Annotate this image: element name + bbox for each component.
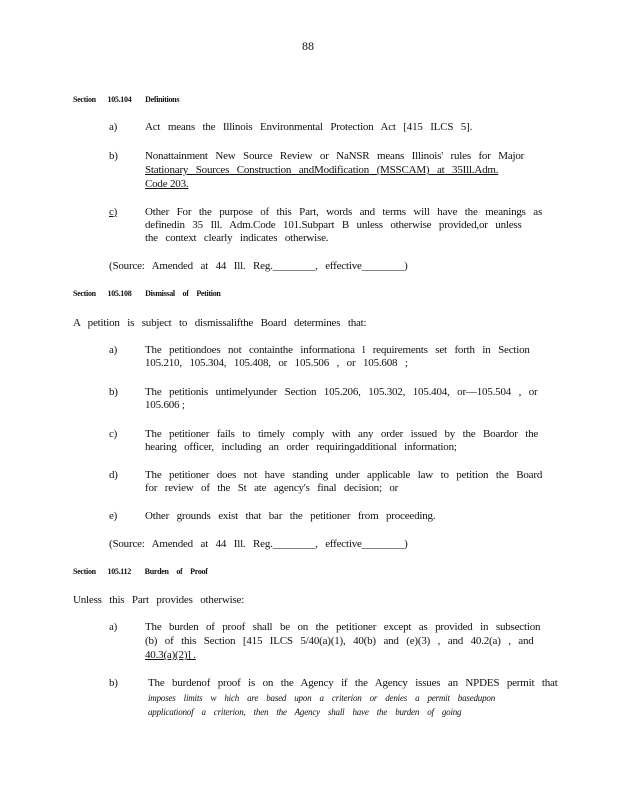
section-word: Section [73,95,96,104]
item-line: Stationary Sources Construction andModification (MSSCAM) at 35Ill.Adm. [145,164,499,176]
item-line: hearing officer, including an order requiringadditional information; [145,441,457,453]
section-intro: A petition is subject to dismissalifthe Board determines that: [73,317,367,329]
item-line: Other For the purpose of this Part, words and terms will have the meanings as [145,206,543,218]
item-line: applicationof a criterion, then the Agency shall have the burden of going [148,707,462,717]
section-number: 105.104 [107,95,132,104]
item-letter: b) [109,150,118,162]
item-line: definedin 35 Ill. Adm.Code 101.Subpart B unless otherwise provided,or unless [145,219,522,231]
item-line: the context clearly indicates otherwise. [145,232,329,244]
item-letter: d) [109,469,118,481]
section-number: 105.108 [107,289,132,298]
section-heading-105-104 [73,95,179,104]
item-line: The burdenof proof is on the Agency if the Agency issues an NPDES permit that [148,677,558,689]
source-note: (Source: Amended at 44 Ill. Reg.________, effective________) [109,260,408,272]
section-heading-105-112 [73,567,208,576]
item-line: (b) of this Section [415 ILCS 5/40(a)(1), 40(b) and (e)(3) , and 40.2(a) , and [145,635,534,647]
section-intro: Unless this Part provides otherwise: [73,594,245,606]
item-letter: b) [109,386,118,398]
section-title: Definitions [145,95,180,104]
section-word: Section [73,567,96,576]
item-line: 105.606 ; [145,399,185,411]
item-letter: c) [109,206,118,218]
item-letter: c) [109,428,118,440]
item-letter: b) [109,677,118,689]
section-heading-105-108 [73,289,221,298]
source-note: (Source: Amended at 44 Ill. Reg.________, effective________) [109,538,408,550]
section-word: Section [73,289,96,298]
item-letter: e) [109,510,118,522]
item-letter: a) [109,344,118,356]
item-letter: a) [109,121,118,133]
page-number: 88 [302,39,314,53]
item-line: imposes limits w hich are based upon a criterion or denies a permit basedupon [148,693,495,703]
section-title: Dismissal of Petition [145,289,221,298]
item-line: Other grounds exist that bar the petitioner from proceeding. [145,510,436,522]
item-line: The petitiondoes not containthe informationa l requirements set forth in Section [145,344,530,356]
item-line: 105.210, 105.304, 105.408, or 105.506 , or 105.608 ; [145,357,408,369]
item-line: Code 203. [145,178,189,190]
item-line: The burden of proof shall be on the petitioner except as provided in subsection [145,621,541,633]
item-line: for review of the St ate agency's final decision; or [145,482,399,494]
section-number: 105.112 [107,567,131,576]
item-line: Nonattainment New Source Review or NaNSR means Illinois' rules for Major [145,150,525,162]
item-letter: a) [109,621,118,633]
item-line: The petitioner does not have standing under applicable law to petition the Board [145,469,543,481]
section-title: Burden of Proof [144,567,208,576]
item-line: The petitioner fails to timely comply with any order issued by the Boardor the [145,428,539,440]
item-line: The petitionis untimelyunder Section 105.206, 105.302, 105.404, or—105.504 , or [145,386,538,398]
item-line: 40.3(a)(2)] . [145,649,196,661]
item-line: Act means the Illinois Environmental Protection Act [415 ILCS 5]. [145,121,473,133]
